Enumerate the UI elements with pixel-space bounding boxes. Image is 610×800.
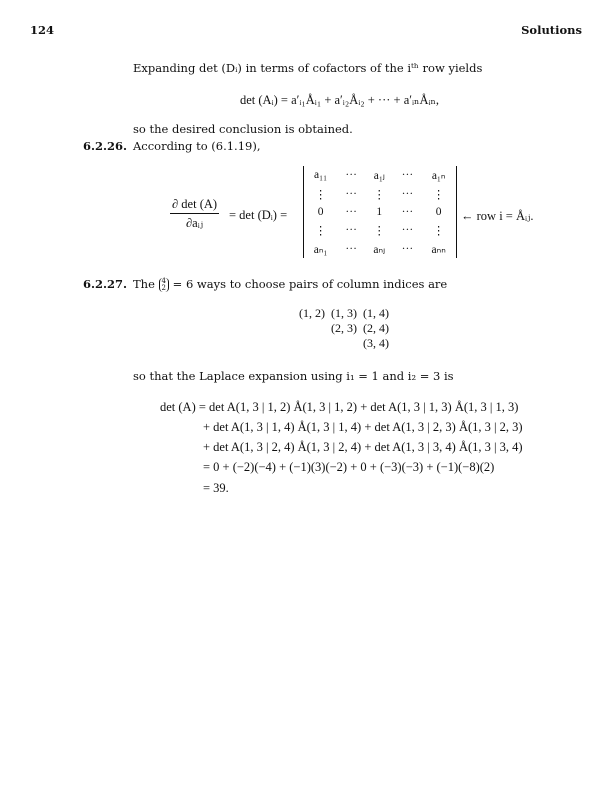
matrix-cell: aₙⱼ [373,243,386,256]
matrix-cell: 0 [435,205,442,218]
index-pairs [296,306,392,351]
fraction-denominator: ∂aᵢⱼ [185,216,204,230]
matrix-row [304,239,456,258]
matrix-cell: 1 [376,205,383,218]
matrix-cell: ⋮ [373,224,386,237]
conclusion-line: so the desired conclusion is obtained. [133,122,353,136]
matrix-cell: aₙ₁ [313,243,328,256]
index-pair: (3, 4) [363,336,389,350]
matrix-cell: ··· [345,242,357,255]
expansion-line: + det A(1, 3 | 1, 4) Å(1, 3 | 1, 4) + det A(1, 3 | 2, 3) Å(1, 3 | 2, 3) [203,420,523,434]
expansion-line: + det A(1, 3 | 2, 4) Å(1, 3 | 2, 4) + det A(1, 3 | 3, 4) Å(1, 3 | 3, 4) [203,440,523,454]
the-word: The [133,277,155,291]
matrix-cell: ··· [401,205,414,218]
matrix-cell: ··· [345,223,357,236]
index-pair [328,336,360,351]
index-pair: (1, 4) [363,306,389,320]
index-pair: (1, 2) [299,306,325,320]
running-header: Solutions [521,23,582,37]
index-pair: (1, 3) [331,306,357,320]
matrix-cell: ⋮ [432,189,445,202]
matrix-cell: a₁ⱼ [373,170,385,183]
matrix-row [304,220,456,239]
matrix-cell: ··· [345,169,357,182]
matrix-cell: ⋮ [373,189,386,202]
matrix-cell: ··· [401,188,414,201]
matrix-cell: ⋮ [432,224,445,237]
pairs-row [296,306,392,321]
expansion-line: det (A) = det A(1, 3 | 1, 2) Å(1, 3 | 1, 2) + det A(1, 3 | 1, 3) Å(1, 3 | 1, 3) [160,400,519,414]
matrix-cell: ··· [401,242,414,255]
pairs-row [296,321,392,336]
page-number: 124 [30,23,55,37]
matrix-row [304,204,456,220]
fraction-numerator: ∂ det (A) [170,197,219,214]
index-pair: (2, 4) [363,321,389,335]
matrix-cell: aₙₙ [431,243,446,256]
matrix-cell: ··· [401,169,414,182]
matrix-cell: a₁₁ [314,169,328,182]
cofactor-equation: det (Aᵢ) = a′ᵢ₁Åᵢ₁ + a′ᵢ₂Åᵢ₂ + ··· + a′ᵢₙÅᵢₙ, [240,93,440,107]
index-pair [296,321,328,336]
laplace-intro: so that the Laplace expansion using i₁ = 1 and i₂ = 3 is [133,369,454,383]
problem-text [133,277,447,292]
matrix-cell: ⋮ [314,224,327,237]
binomial-coefficient [159,278,169,292]
matrix-row [304,185,456,204]
problem-number: 6.2.26. [83,139,128,153]
matrix-cell: ··· [345,188,357,201]
row-annotation: ← row i = Åᵢⱼ. [461,209,534,223]
choose-text: = 6 ways to choose pairs of column indices are [172,277,448,291]
determinant-matrix [303,166,457,258]
partial-derivative-fraction [170,197,219,231]
index-pair: (2, 3) [331,321,357,335]
expansion-line: = 0 + (−2)(−4) + (−1)(3)(−2) + 0 + (−3)(−3) + (−1)(−8)(2) [203,460,495,474]
pairs-row [296,336,392,351]
problem-text: According to (6.1.19), [133,139,261,153]
matrix-cell: 0 [317,205,324,218]
matrix-cell: ⋮ [314,189,327,202]
index-pair [296,336,328,351]
matrix-cell: ··· [345,205,357,218]
binom-bottom: 2 [161,284,167,292]
expansion-result: = 39. [203,481,229,495]
matrix-cell: ··· [401,223,414,236]
problem-number: 6.2.27. [83,277,128,291]
intro-line: Expanding det (Dᵢ) in terms of cofactors of the iᵗʰ row yields [133,61,483,75]
matrix-row [304,166,456,185]
matrix-cell: a₁ₙ [431,170,446,183]
equals-det-d: = det (Dᵢ) = [229,208,288,222]
binom-top: 4 [161,277,167,285]
